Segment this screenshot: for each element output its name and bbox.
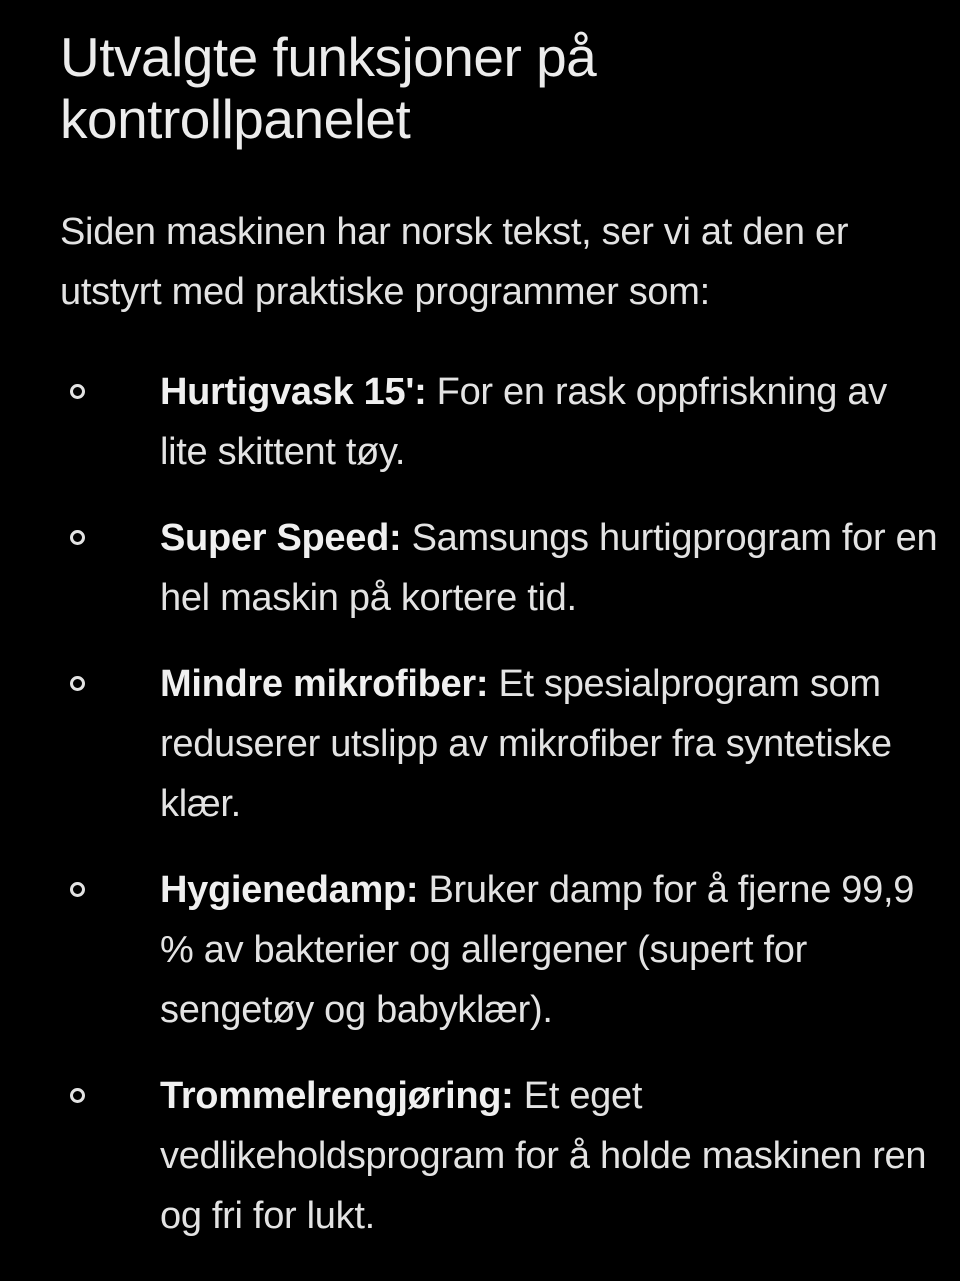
hollow-circle-bullet-icon bbox=[70, 530, 85, 545]
feature-name: Trommelrengjøring: bbox=[160, 1075, 514, 1117]
response-content bbox=[60, 26, 940, 1272]
hollow-circle-bullet-icon bbox=[70, 384, 85, 399]
hollow-circle-bullet-icon bbox=[70, 882, 85, 897]
feature-name: Mindre mikrofiber: bbox=[160, 663, 489, 705]
intro-paragraph: Siden maskinen har norsk tekst, ser vi at den er utstyrt med praktiske programmer som: bbox=[60, 211, 849, 313]
section-heading: Utvalgte funksjoner på kontrollpanelet bbox=[60, 26, 597, 150]
list-item bbox=[60, 860, 940, 1040]
feature-name: Hurtigvask 15': bbox=[160, 371, 427, 413]
feature-list bbox=[60, 362, 940, 1246]
list-item bbox=[60, 362, 940, 482]
feature-description: Et spesialprogram som reduserer utslipp av mikrofiber fra syntetiske klær. bbox=[160, 663, 892, 825]
feature-description: Bruker damp for å fjerne 99,9 % av bakterier og allergener (supert for sengetøy og babyklær). bbox=[160, 869, 915, 1031]
hollow-circle-bullet-icon bbox=[70, 676, 85, 691]
list-item bbox=[60, 1066, 940, 1246]
hollow-circle-bullet-icon bbox=[70, 1088, 85, 1103]
feature-name: Hygienedamp: bbox=[160, 869, 419, 911]
feature-name: Super Speed: bbox=[160, 517, 402, 559]
list-item bbox=[60, 654, 940, 834]
feature-description: For en rask oppfriskning av lite skittent tøy. bbox=[160, 371, 887, 473]
feature-description: Samsungs hurtigprogram for en hel maskin på kortere tid. bbox=[160, 517, 938, 619]
list-item bbox=[60, 508, 940, 628]
feature-description: Et eget vedlikeholdsprogram for å holde maskinen ren og fri for lukt. bbox=[160, 1075, 927, 1237]
